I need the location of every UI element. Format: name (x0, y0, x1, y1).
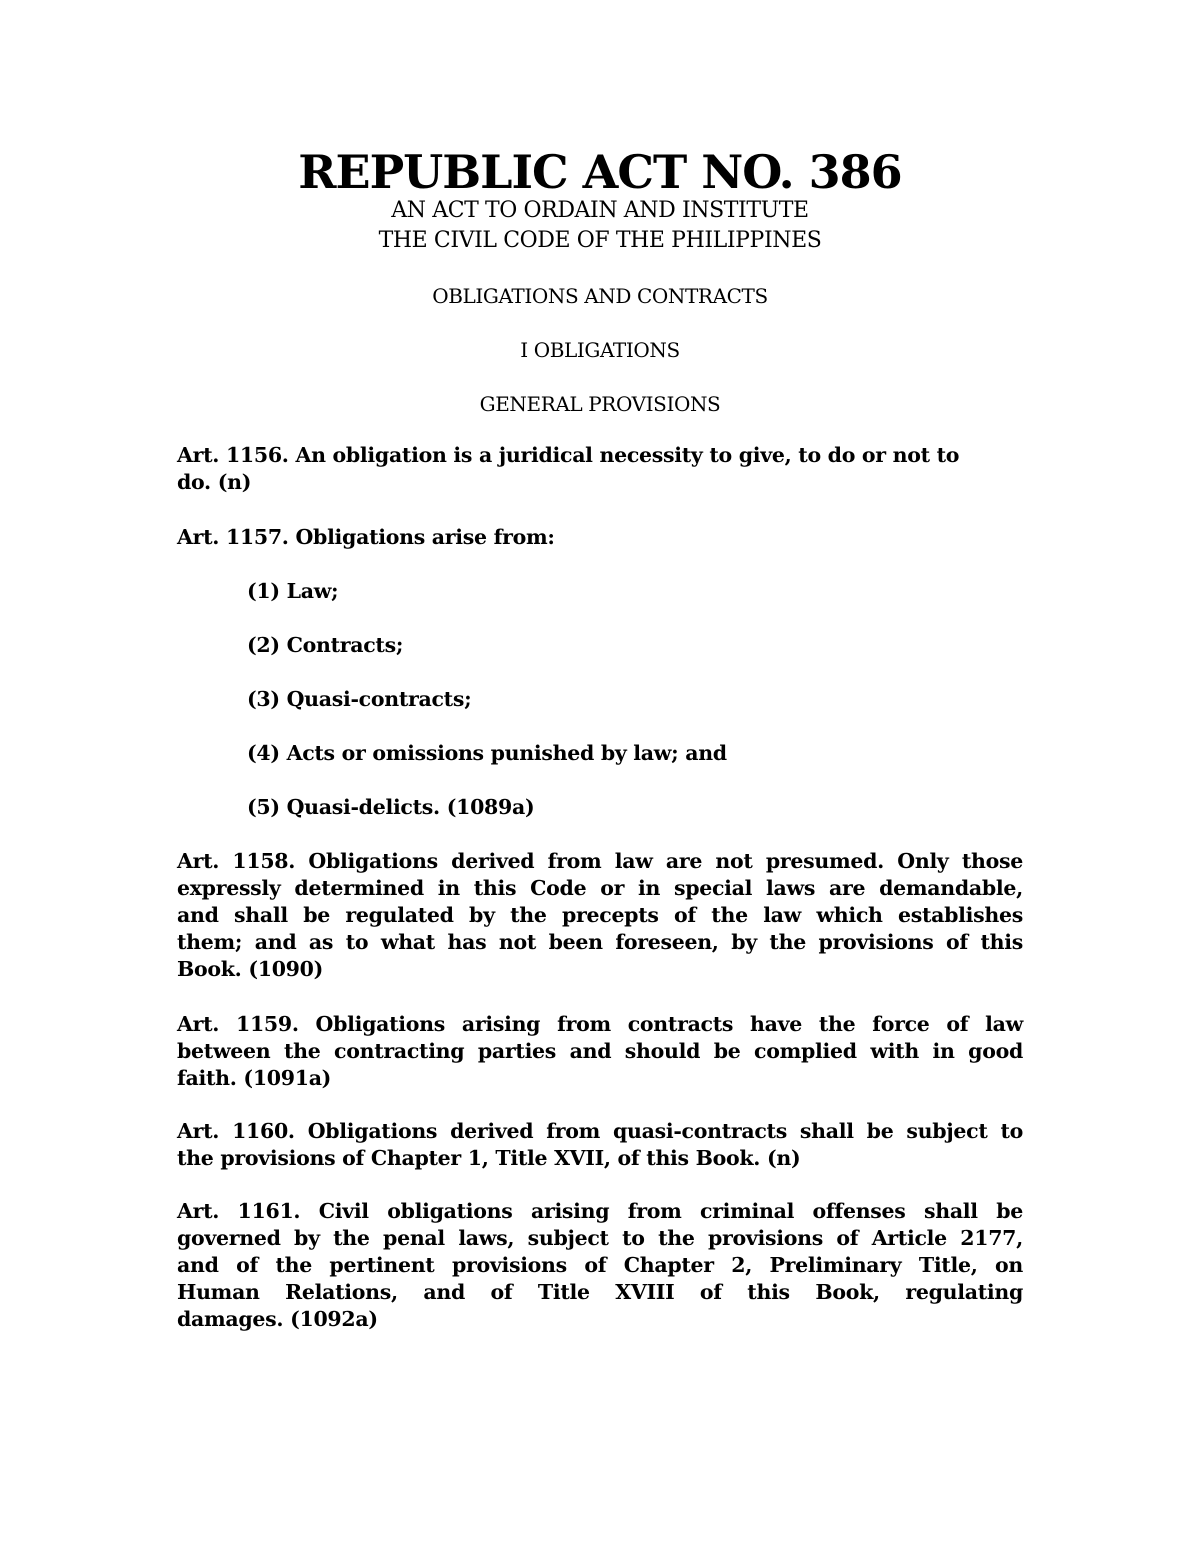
article-1158 (177, 848, 1023, 983)
article-1161-line: and of the pertinent provisions of Chapter 2, Preliminary Title, on (177, 1253, 1023, 1277)
subtitle-line-2: THE CIVIL CODE OF THE PHILIPPINES (378, 228, 822, 253)
article-1156-line-1: Art. 1156. An obligation is a juridical necessity to give, to do or not to (177, 443, 960, 467)
article-1157-item-quasi-delicts: (5) Quasi-delicts. (1089a) (247, 795, 535, 819)
article-1157-item-quasi-contracts: (3) Quasi-contracts; (247, 687, 472, 711)
article-1161 (177, 1198, 1023, 1333)
article-1161-line: governed by the penal laws, subject to the provisions of Article 2177, (177, 1226, 1023, 1250)
article-1157-item-contracts: (2) Contracts; (247, 633, 404, 657)
article-1158-line: Book. (1090) (177, 957, 324, 981)
article-1157-item-acts-omissions: (4) Acts or omissions punished by law; and (247, 741, 727, 765)
article-1157-item-law: (1) Law; (247, 579, 339, 603)
article-1156 (177, 442, 1023, 496)
document-title: REPUBLIC ACT NO. 386 (298, 145, 902, 199)
chapter-heading: GENERAL PROVISIONS (479, 392, 721, 416)
article-1158-line: them; and as to what has not been foreseen, by the provisions of this (177, 930, 1023, 954)
article-1158-line: Art. 1158. Obligations derived from law are not presumed. Only those (177, 849, 1023, 873)
article-1159-line: faith. (1091a) (177, 1066, 332, 1090)
section-heading: OBLIGATIONS AND CONTRACTS (432, 284, 768, 308)
title-heading: I OBLIGATIONS (520, 338, 680, 362)
subtitle-line-1: AN ACT TO ORDAIN AND INSTITUTE (391, 198, 809, 223)
article-1160 (177, 1118, 1023, 1172)
article-1161-line: damages. (1092a) (177, 1307, 378, 1331)
document-subtitle (0, 196, 1200, 256)
article-1157-intro: Art. 1157. Obligations arise from: (177, 525, 555, 549)
article-1157 (177, 524, 1023, 551)
article-1159 (177, 1011, 1023, 1092)
article-1160-line: Art. 1160. Obligations derived from quasi-contracts shall be subject to (177, 1119, 1023, 1143)
article-1159-line: Art. 1159. Obligations arising from contracts have the force of law (177, 1012, 1023, 1036)
article-1158-line: expressly determined in this Code or in special laws are demandable, (177, 876, 1023, 900)
article-1161-line: Human Relations, and of Title XVIII of this Book, regulating (177, 1280, 1023, 1304)
article-1160-line: the provisions of Chapter 1, Title XVII, of this Book. (n) (177, 1146, 801, 1170)
article-1159-line: between the contracting parties and should be complied with in good (177, 1039, 1023, 1063)
article-1158-line: and shall be regulated by the precepts of the law which establishes (177, 903, 1023, 927)
article-1156-line-2: do. (n) (177, 470, 252, 494)
article-1161-line: Art. 1161. Civil obligations arising from criminal offenses shall be (177, 1199, 1023, 1223)
